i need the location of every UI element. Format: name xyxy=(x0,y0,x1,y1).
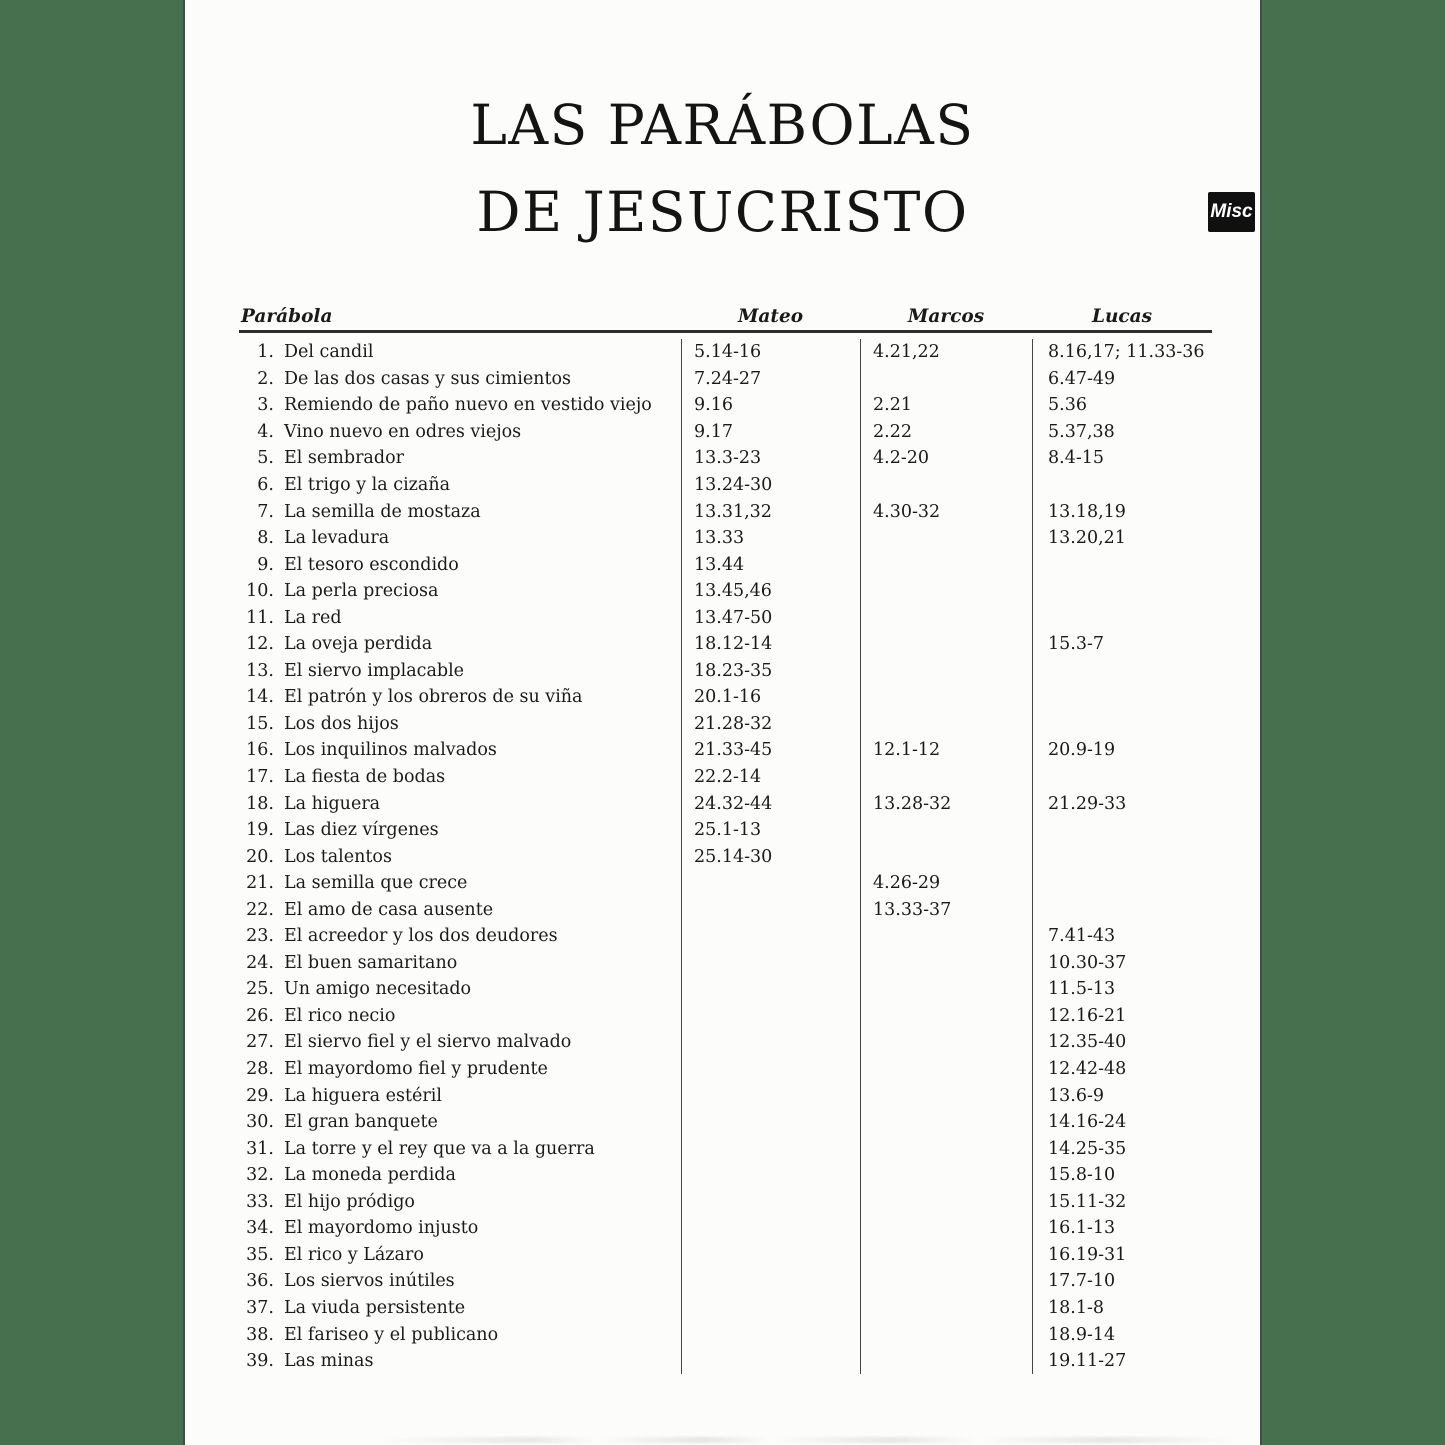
mateo-ref: 20.1-16 xyxy=(681,684,860,711)
lucas-ref xyxy=(1032,658,1212,685)
mateo-ref: 13.31,32 xyxy=(681,498,860,525)
lucas-ref: 6.47-49 xyxy=(1032,366,1212,393)
marcos-ref xyxy=(860,1162,1032,1189)
marcos-ref xyxy=(860,472,1032,499)
parable-title: De las dos casas y sus cimientos xyxy=(284,368,572,389)
lucas-ref: 5.37,38 xyxy=(1032,419,1212,446)
row-number: 32. xyxy=(246,1165,274,1186)
lucas-ref xyxy=(1032,870,1212,897)
marcos-ref xyxy=(860,1109,1032,1136)
marcos-ref xyxy=(860,923,1032,950)
row-number: 7. xyxy=(257,501,274,522)
table-row xyxy=(239,1321,1212,1348)
table-row xyxy=(239,339,1212,366)
table-row xyxy=(239,843,1212,870)
table-row xyxy=(239,472,1212,499)
parable-cell xyxy=(239,1162,681,1189)
lucas-ref: 8.4-15 xyxy=(1032,445,1212,472)
parable-title: El sembrador xyxy=(284,448,404,469)
table-row xyxy=(239,604,1212,631)
parable-cell xyxy=(239,870,681,897)
row-number: 39. xyxy=(246,1351,274,1372)
parable-cell xyxy=(239,1135,681,1162)
parable-title: Vino nuevo en odres viejos xyxy=(284,421,522,442)
row-number: 3. xyxy=(257,395,274,416)
table-row xyxy=(239,737,1212,764)
mateo-ref xyxy=(681,1082,860,1109)
parable-title: Remiendo de paño nuevo en vestido viejo xyxy=(284,395,652,416)
marcos-ref xyxy=(860,578,1032,605)
table-row xyxy=(239,1268,1212,1295)
parable-title: Un amigo necesitado xyxy=(284,979,472,1000)
marcos-ref xyxy=(860,711,1032,738)
lucas-ref xyxy=(1032,472,1212,499)
parable-title: La semilla de mostaza xyxy=(284,501,481,522)
row-number: 17. xyxy=(246,767,274,788)
marcos-ref xyxy=(860,1321,1032,1348)
table-row xyxy=(239,1056,1212,1083)
mateo-ref: 13.47-50 xyxy=(681,604,860,631)
marcos-ref: 4.21,22 xyxy=(860,339,1032,366)
parable-cell xyxy=(239,1109,681,1136)
marcos-ref: 13.28-32 xyxy=(860,790,1032,817)
mateo-ref: 5.14-16 xyxy=(681,339,860,366)
parable-cell xyxy=(239,1321,681,1348)
parable-title: La moneda perdida xyxy=(284,1165,456,1186)
parable-title: El rico y Lázaro xyxy=(284,1244,424,1265)
parable-cell xyxy=(239,1215,681,1242)
parable-cell xyxy=(239,764,681,791)
marcos-ref xyxy=(860,843,1032,870)
mateo-ref: 9.16 xyxy=(681,392,860,419)
mateo-ref: 24.32-44 xyxy=(681,790,860,817)
lucas-ref: 19.11-27 xyxy=(1032,1348,1212,1375)
header-parabola: Parábola xyxy=(241,306,333,327)
parable-title: El trigo y la cizaña xyxy=(284,475,451,495)
mateo-ref xyxy=(681,976,860,1003)
table-row xyxy=(239,1215,1212,1242)
parable-title: El siervo implacable xyxy=(284,660,465,681)
scanned-page xyxy=(183,0,1262,1445)
row-number: 38. xyxy=(246,1324,274,1345)
lucas-ref: 12.42-48 xyxy=(1032,1056,1212,1083)
marcos-ref xyxy=(860,631,1032,658)
table-row xyxy=(239,498,1212,525)
parable-cell xyxy=(239,684,681,711)
row-number: 37. xyxy=(246,1297,274,1318)
parable-cell xyxy=(239,1029,681,1056)
marcos-ref: 4.30-32 xyxy=(860,498,1032,525)
marcos-ref xyxy=(860,604,1032,631)
mateo-ref xyxy=(681,1242,860,1269)
mateo-ref xyxy=(681,1135,860,1162)
marcos-ref xyxy=(860,366,1032,393)
parable-cell xyxy=(239,843,681,870)
row-number: 34. xyxy=(246,1218,274,1239)
lucas-ref: 13.18,19 xyxy=(1032,498,1212,525)
mateo-ref: 13.24-30 xyxy=(681,472,860,499)
table-body xyxy=(239,330,1212,1386)
parable-cell xyxy=(239,498,681,525)
lucas-ref: 5.36 xyxy=(1032,392,1212,419)
misc-section-tab[interactable] xyxy=(1208,192,1255,232)
row-number: 1. xyxy=(257,342,274,363)
marcos-ref xyxy=(860,1029,1032,1056)
lucas-ref: 14.16-24 xyxy=(1032,1109,1212,1136)
row-number: 35. xyxy=(246,1244,274,1265)
parable-cell xyxy=(239,525,681,552)
row-number: 26. xyxy=(246,1005,274,1026)
scan-artifact xyxy=(375,1437,1235,1443)
mateo-ref xyxy=(681,1268,860,1295)
parable-cell xyxy=(239,339,681,366)
lucas-ref xyxy=(1032,817,1212,844)
parable-title: La higuera estéril xyxy=(284,1085,442,1106)
lucas-ref: 17.7-10 xyxy=(1032,1268,1212,1295)
row-number: 5. xyxy=(257,448,274,469)
row-number: 12. xyxy=(246,634,274,655)
row-number: 14. xyxy=(246,687,274,708)
parable-title: Del candil xyxy=(284,342,374,363)
lucas-ref xyxy=(1032,578,1212,605)
row-number: 19. xyxy=(246,820,274,841)
mateo-ref: 18.12-14 xyxy=(681,631,860,658)
marcos-ref xyxy=(860,1295,1032,1322)
mateo-ref: 18.23-35 xyxy=(681,658,860,685)
lucas-ref: 13.20,21 xyxy=(1032,525,1212,552)
row-number: 6. xyxy=(257,475,274,495)
lucas-ref: 12.35-40 xyxy=(1032,1029,1212,1056)
table-row xyxy=(239,1348,1212,1375)
parable-cell xyxy=(239,711,681,738)
row-number: 27. xyxy=(246,1032,274,1053)
table-row xyxy=(239,790,1212,817)
table-row xyxy=(239,950,1212,977)
marcos-ref xyxy=(860,1215,1032,1242)
lucas-ref: 15.11-32 xyxy=(1032,1189,1212,1216)
lucas-ref: 10.30-37 xyxy=(1032,950,1212,977)
mateo-ref: 13.3-23 xyxy=(681,445,860,472)
marcos-ref xyxy=(860,1056,1032,1083)
table-row xyxy=(239,366,1212,393)
parable-title: El buen samaritano xyxy=(284,952,458,973)
lucas-ref: 7.41-43 xyxy=(1032,923,1212,950)
row-number: 24. xyxy=(246,952,274,973)
table-row xyxy=(239,419,1212,446)
parable-title: El patrón y los obreros de su viña xyxy=(284,687,583,708)
lucas-ref xyxy=(1032,551,1212,578)
parable-title: El siervo fiel y el siervo malvado xyxy=(284,1032,572,1053)
lucas-ref xyxy=(1032,843,1212,870)
parable-cell xyxy=(239,1268,681,1295)
lucas-ref: 15.8-10 xyxy=(1032,1162,1212,1189)
parable-cell xyxy=(239,366,681,393)
table-row xyxy=(239,764,1212,791)
lucas-ref xyxy=(1032,711,1212,738)
parable-cell xyxy=(239,1242,681,1269)
row-number: 22. xyxy=(246,899,274,920)
parable-cell xyxy=(239,1003,681,1030)
parable-title: El fariseo y el publicano xyxy=(284,1324,499,1345)
parable-title: Las diez vírgenes xyxy=(284,820,439,841)
page-title xyxy=(185,82,1260,256)
parable-title: El hijo pródigo xyxy=(284,1191,415,1212)
lucas-ref: 15.3-7 xyxy=(1032,631,1212,658)
mateo-ref: 21.28-32 xyxy=(681,711,860,738)
mateo-ref xyxy=(681,1189,860,1216)
parable-title: Los talentos xyxy=(284,846,392,867)
parable-title: La oveja perdida xyxy=(284,634,433,655)
mateo-ref xyxy=(681,1003,860,1030)
lucas-ref: 12.16-21 xyxy=(1032,1003,1212,1030)
parables-table xyxy=(239,296,1212,1386)
parable-title: Los dos hijos xyxy=(284,713,399,734)
parable-title: La fiesta de bodas xyxy=(284,767,446,788)
row-number: 13. xyxy=(246,660,274,681)
row-number: 18. xyxy=(246,793,274,814)
marcos-ref xyxy=(860,1082,1032,1109)
marcos-ref: 12.1-12 xyxy=(860,737,1032,764)
mateo-ref: 9.17 xyxy=(681,419,860,446)
parable-title: El tesoro escondido xyxy=(284,554,459,575)
table-row xyxy=(239,817,1212,844)
parable-cell xyxy=(239,578,681,605)
parable-cell xyxy=(239,1348,681,1375)
mateo-ref xyxy=(681,1321,860,1348)
table-row xyxy=(239,684,1212,711)
row-number: 9. xyxy=(257,554,274,575)
row-number: 28. xyxy=(246,1059,274,1080)
marcos-ref: 4.2-20 xyxy=(860,445,1032,472)
table-row xyxy=(239,1082,1212,1109)
parable-cell xyxy=(239,419,681,446)
parable-title: La perla preciosa xyxy=(284,581,439,602)
parable-cell xyxy=(239,445,681,472)
mateo-ref xyxy=(681,1162,860,1189)
table-row xyxy=(239,1029,1212,1056)
table-header-row xyxy=(239,296,1212,330)
row-number: 15. xyxy=(246,713,274,734)
lucas-ref: 8.16,17; 11.33-36 xyxy=(1032,339,1212,366)
parable-title: La higuera xyxy=(284,793,381,814)
row-number: 29. xyxy=(246,1085,274,1106)
table-row xyxy=(239,1135,1212,1162)
marcos-ref xyxy=(860,976,1032,1003)
row-number: 16. xyxy=(246,740,274,761)
parable-title: La viuda persistente xyxy=(284,1297,466,1318)
parable-cell xyxy=(239,472,681,499)
misc-tab-label: Misc xyxy=(1210,201,1253,222)
row-number: 25. xyxy=(246,979,274,1000)
mateo-ref: 13.33 xyxy=(681,525,860,552)
marcos-ref xyxy=(860,1348,1032,1375)
parable-cell xyxy=(239,976,681,1003)
parable-cell xyxy=(239,658,681,685)
table-row xyxy=(239,658,1212,685)
parable-cell xyxy=(239,392,681,419)
row-number: 2. xyxy=(257,368,274,389)
header-marcos: Marcos xyxy=(907,306,985,327)
parable-title: La levadura xyxy=(284,528,390,549)
marcos-ref xyxy=(860,1268,1032,1295)
lucas-ref xyxy=(1032,604,1212,631)
lucas-ref xyxy=(1032,896,1212,923)
mateo-ref xyxy=(681,1056,860,1083)
table-row xyxy=(239,1162,1212,1189)
marcos-ref xyxy=(860,1242,1032,1269)
parable-cell xyxy=(239,737,681,764)
table-row xyxy=(239,578,1212,605)
parable-title: Las minas xyxy=(284,1351,374,1372)
parable-cell xyxy=(239,1189,681,1216)
parable-cell xyxy=(239,1082,681,1109)
row-number: 11. xyxy=(246,607,274,628)
parable-title: La semilla que crece xyxy=(284,873,468,894)
mateo-ref xyxy=(681,950,860,977)
marcos-ref xyxy=(860,950,1032,977)
row-number: 36. xyxy=(246,1271,274,1292)
mateo-ref xyxy=(681,923,860,950)
mateo-ref: 21.33-45 xyxy=(681,737,860,764)
mateo-ref: 22.2-14 xyxy=(681,764,860,791)
page-title-line2: DE JESUCRISTO xyxy=(476,180,969,244)
table-row xyxy=(239,1109,1212,1136)
table-row xyxy=(239,1003,1212,1030)
row-number: 23. xyxy=(246,926,274,947)
table-row xyxy=(239,445,1212,472)
marcos-ref xyxy=(860,1003,1032,1030)
lucas-ref: 18.1-8 xyxy=(1032,1295,1212,1322)
parable-cell xyxy=(239,923,681,950)
parable-cell xyxy=(239,604,681,631)
lucas-ref: 16.19-31 xyxy=(1032,1242,1212,1269)
parable-title: Los inquilinos malvados xyxy=(284,740,497,761)
table-row xyxy=(239,976,1212,1003)
lucas-ref: 13.6-9 xyxy=(1032,1082,1212,1109)
table-row xyxy=(239,392,1212,419)
mateo-ref: 7.24-27 xyxy=(681,366,860,393)
page-title-line1: LAS PARÁBOLAS xyxy=(470,93,975,157)
row-number: 4. xyxy=(257,421,274,442)
table-row xyxy=(239,631,1212,658)
row-number: 30. xyxy=(246,1112,274,1133)
table-row xyxy=(239,551,1212,578)
marcos-ref xyxy=(860,817,1032,844)
mateo-ref: 25.14-30 xyxy=(681,843,860,870)
header-lucas: Lucas xyxy=(1091,306,1153,327)
marcos-ref xyxy=(860,658,1032,685)
mateo-ref: 13.45,46 xyxy=(681,578,860,605)
row-number: 33. xyxy=(246,1191,274,1212)
mateo-ref xyxy=(681,1348,860,1375)
parable-title: El acreedor y los dos deudores xyxy=(284,926,558,947)
header-mateo: Mateo xyxy=(737,306,804,327)
marcos-ref: 2.22 xyxy=(860,419,1032,446)
mateo-ref: 13.44 xyxy=(681,551,860,578)
row-number: 20. xyxy=(246,846,274,867)
parable-cell xyxy=(239,1056,681,1083)
parable-title: El rico necio xyxy=(284,1005,396,1026)
mateo-ref: 25.1-13 xyxy=(681,817,860,844)
marcos-ref xyxy=(860,684,1032,711)
parable-cell xyxy=(239,950,681,977)
parable-cell xyxy=(239,790,681,817)
lucas-ref: 14.25-35 xyxy=(1032,1135,1212,1162)
parable-cell xyxy=(239,817,681,844)
lucas-ref: 21.29-33 xyxy=(1032,790,1212,817)
table-row xyxy=(239,1242,1212,1269)
row-number: 10. xyxy=(246,581,274,602)
marcos-ref xyxy=(860,525,1032,552)
marcos-ref xyxy=(860,1135,1032,1162)
lucas-ref xyxy=(1032,764,1212,791)
marcos-ref xyxy=(860,764,1032,791)
parable-title: El amo de casa ausente xyxy=(284,899,494,920)
parable-cell xyxy=(239,551,681,578)
marcos-ref xyxy=(860,1189,1032,1216)
marcos-ref: 2.21 xyxy=(860,392,1032,419)
lucas-ref: 16.1-13 xyxy=(1032,1215,1212,1242)
table-row xyxy=(239,896,1212,923)
mateo-ref xyxy=(681,1109,860,1136)
table-row xyxy=(239,1189,1212,1216)
mateo-ref xyxy=(681,870,860,897)
lucas-ref: 20.9-19 xyxy=(1032,737,1212,764)
table-row xyxy=(239,870,1212,897)
lucas-ref: 11.5-13 xyxy=(1032,976,1212,1003)
mateo-ref xyxy=(681,1029,860,1056)
lucas-ref: 18.9-14 xyxy=(1032,1321,1212,1348)
table-row xyxy=(239,1295,1212,1322)
marcos-ref: 13.33-37 xyxy=(860,896,1032,923)
parable-title: La torre y el rey que va a la guerra xyxy=(284,1138,595,1159)
marcos-ref: 4.26-29 xyxy=(860,870,1032,897)
row-number: 8. xyxy=(257,528,274,549)
mateo-ref xyxy=(681,1215,860,1242)
parable-title: Los siervos inútiles xyxy=(284,1271,455,1292)
mateo-ref xyxy=(681,1295,860,1322)
marcos-ref xyxy=(860,551,1032,578)
parable-title: El mayordomo injusto xyxy=(284,1218,479,1239)
parable-cell xyxy=(239,896,681,923)
parable-cell xyxy=(239,631,681,658)
table-row xyxy=(239,525,1212,552)
parable-title: La red xyxy=(284,607,342,628)
row-number: 21. xyxy=(246,873,274,894)
lucas-ref xyxy=(1032,684,1212,711)
parable-cell xyxy=(239,1295,681,1322)
parable-title: El gran banquete xyxy=(284,1112,438,1133)
table-row xyxy=(239,711,1212,738)
parable-title: El mayordomo fiel y prudente xyxy=(284,1059,548,1080)
row-number: 31. xyxy=(246,1138,274,1159)
table-row xyxy=(239,923,1212,950)
mateo-ref xyxy=(681,896,860,923)
